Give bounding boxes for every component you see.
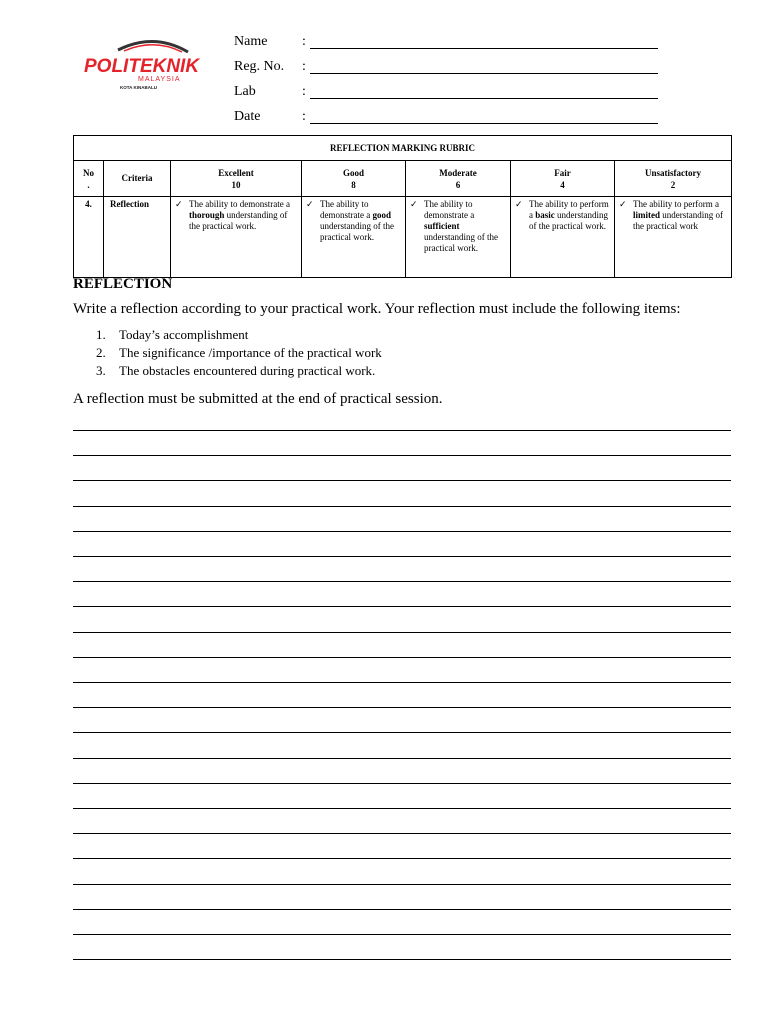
blank-writing-line[interactable] (73, 732, 731, 733)
lab-label: Lab (234, 84, 256, 99)
descriptor-emphasis: thorough (189, 210, 225, 220)
blank-writing-line[interactable] (73, 430, 731, 431)
submission-note: A reflection must be submitted at the end of practical session. (73, 391, 443, 407)
name-colon: : (302, 34, 306, 49)
reg-no-blank-line[interactable] (310, 73, 658, 74)
reflection-heading: REFLECTION (73, 276, 173, 292)
reflection-instructions: Write a reflection according to your practical work. Your reflection must include the following items: (73, 301, 681, 317)
descriptor-text: The ability to perform a (529, 199, 609, 220)
date-label: Date (234, 109, 261, 124)
list-item-number: 2. (96, 345, 106, 360)
level-score: 6 (455, 179, 461, 190)
blank-writing-line[interactable] (73, 480, 731, 481)
row-number: 4. (74, 197, 104, 278)
criteria-column-header: Criteria (104, 161, 171, 197)
descriptor-text: The ability to perform a (633, 199, 719, 209)
lab-colon: : (302, 84, 306, 99)
blank-writing-line[interactable] (73, 884, 731, 885)
moderate-descriptor (406, 197, 511, 278)
blank-writing-line[interactable] (73, 606, 731, 607)
level-label: Fair (554, 167, 571, 178)
check-icon: ✓ (175, 199, 183, 209)
descriptor-text: understanding of the practical work (633, 210, 723, 231)
descriptor-text: understanding of the practical work. (424, 232, 498, 253)
level-label: Good (342, 167, 364, 178)
logo-country-text: MALAYSIA (138, 76, 181, 83)
name-blank-line[interactable] (310, 48, 658, 49)
rubric-row-reflection (74, 197, 732, 278)
check-icon: ✓ (619, 199, 627, 209)
list-item-number: 1. (96, 327, 106, 342)
level-score: 10 (231, 179, 241, 190)
unsatisfactory-descriptor (615, 197, 732, 278)
blank-writing-line[interactable] (73, 808, 731, 809)
name-label: Name (234, 34, 268, 49)
descriptor-text: The ability to demonstrate a (424, 199, 475, 220)
date-colon: : (302, 109, 306, 124)
fair-column-header (511, 161, 615, 197)
descriptor-text: understanding of the practical work. (189, 210, 288, 231)
descriptor-emphasis: sufficient (424, 221, 460, 231)
moderate-column-header (406, 161, 511, 197)
no-header-dot: . (87, 179, 90, 190)
blank-writing-line[interactable] (73, 581, 731, 582)
blank-writing-line[interactable] (73, 909, 731, 910)
blank-writing-line[interactable] (73, 783, 731, 784)
blank-writing-line[interactable] (73, 707, 731, 708)
blank-writing-line[interactable] (73, 758, 731, 759)
excellent-column-header (171, 161, 302, 197)
no-column-header (74, 161, 104, 197)
politeknik-logo (84, 34, 214, 94)
list-item-text: The obstacles encountered during practical work. (119, 363, 376, 378)
descriptor-emphasis: good (372, 210, 391, 220)
logo-brand-text: POLITEKNIK (84, 56, 200, 77)
check-icon: ✓ (410, 199, 418, 209)
descriptor-text: The ability to demonstrate a (320, 199, 373, 220)
descriptor-text: understanding of the practical work. (320, 221, 394, 242)
blank-writing-line[interactable] (73, 682, 731, 683)
blank-writing-line[interactable] (73, 657, 731, 658)
reflection-rubric-table (73, 135, 732, 278)
descriptor-emphasis: limited (633, 210, 660, 220)
check-icon: ✓ (306, 199, 314, 209)
descriptor-text: The ability to demonstrate a (189, 199, 290, 209)
level-label: Moderate (439, 167, 477, 178)
good-column-header (302, 161, 406, 197)
list-item-number: 3. (96, 363, 106, 378)
logo-campus-text: KOTA KINABALU (120, 85, 157, 90)
level-label: Unsatisfactory (645, 167, 702, 178)
excellent-descriptor (171, 197, 302, 278)
blank-writing-line[interactable] (73, 959, 731, 960)
blank-writing-line[interactable] (73, 531, 731, 532)
rubric-title: REFLECTION MARKING RUBRIC (74, 136, 732, 161)
no-header-text: No (83, 167, 94, 178)
blank-writing-line[interactable] (73, 506, 731, 507)
reg-no-label: Reg. No. (234, 59, 285, 74)
level-score: 8 (351, 179, 356, 190)
level-score: 4 (560, 179, 565, 190)
reg-no-colon: : (302, 59, 306, 74)
blank-writing-line[interactable] (73, 455, 731, 456)
blank-writing-line[interactable] (73, 934, 731, 935)
date-blank-line[interactable] (310, 123, 658, 124)
logo-graphic (84, 34, 214, 94)
level-score: 2 (670, 179, 676, 190)
blank-writing-line[interactable] (73, 858, 731, 859)
good-descriptor (302, 197, 406, 278)
list-item-text: Today’s accomplishment (119, 327, 249, 342)
unsatisfactory-column-header (615, 161, 732, 197)
blank-writing-line[interactable] (73, 632, 731, 633)
blank-writing-line[interactable] (73, 556, 731, 557)
fair-descriptor (511, 197, 615, 278)
check-icon: ✓ (515, 199, 523, 209)
row-criteria: Reflection (104, 197, 171, 278)
level-label: Excellent (218, 167, 254, 178)
blank-writing-line[interactable] (73, 833, 731, 834)
descriptor-text: understanding of the practical work. (529, 210, 609, 231)
lab-blank-line[interactable] (310, 98, 658, 99)
list-item-text: The significance /importance of the practical work (119, 345, 382, 360)
descriptor-emphasis: basic (535, 210, 555, 220)
